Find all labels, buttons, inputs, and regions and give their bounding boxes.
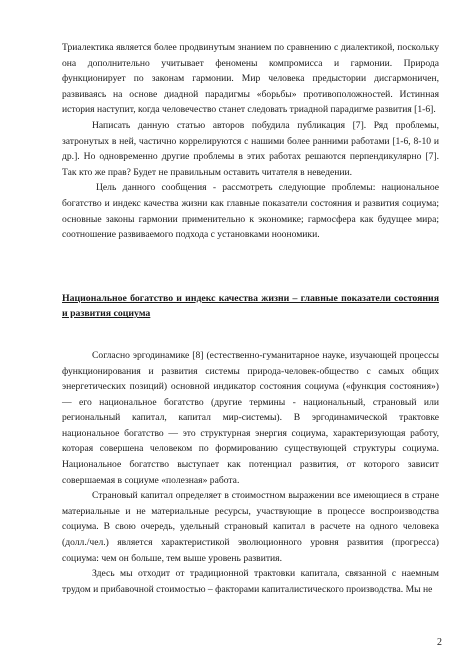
paragraph-goal: Цель данного сообщения - рассмотреть следующие проблемы: национальное богатство и индекс качества жизни как главные показатели состояния и развития социума; основные законы гармонии применительно к экономике; гармосфера как будущее мира; соотношение развиваемого подхода с установками ноономики. [62, 182, 439, 241]
spacer [62, 243, 439, 291]
paragraph-trialectics: Триалектика является более продвинутым знанием по сравнению с диалектикой, поскольку она дополнительно учитывает феномены компромисса и гармонии. Природа функционирует по законам гармонии. Мир человека предыстории дисгармоничен, развиваясь на основе диадной парадигмы «борьбы» противоположностей. Истинная история наступит, когда человечество станет следовать триадной парадигме развития [1-6]. [62, 42, 439, 116]
section-heading: Национальное богатство и индекс качества жизни – главные показатели состояния и развития социума [62, 292, 439, 320]
document-page [62, 40, 439, 597]
paragraph-country-capital: Страновый капитал определяет в стоимостном выражении все имеющиеся в стране материальные и не материальные ресурсы, участвующие в процессе воспроизводства социума. В свою очередь, удельный страновый капитал в расчете на одного человека (долл./чел.) является характеристикой эволюционного уровня развития (прогресса) социума: чем он больше, тем выше уровень развития. [62, 490, 439, 564]
paragraph-publication: Написать данную статью авторов побудила публикация [7]. Ряд проблемы, затронутых в ней, частично коррелируются с нашими более ранними работами [1-6, 8-10 и др.]. Но одновременно другие проблемы в этих работах решаются перпендикулярно [7]. Так кто же прав? Будет не правильным оставить читателя в неведении. [62, 119, 439, 178]
paragraph-traditional-capital: Здесь мы отходит от традиционной трактовки капитала, связанной с наемным трудом и прибавочной стоимостью – факторами капиталистического производства. Мы не [62, 568, 439, 595]
spacer [62, 322, 439, 348]
paragraph-ergodynamics: Согласно эргодинамике [8] (естественно-гуманитарное науке, изучающей процессы функционирования и развития системы природа-человек-общество с самых общих энергетических позиций) основной индикатор состояния социума («функция состояния») — его национальное богатство (другие термины - национальный, страновый или региональный капитал, капитал мир-системы). В эргодинамической трактовке национальное богатство — это структурная энергия социума, характеризующая работу, которая совершена человеком по формированию существующей структуры социума. Национальное богатство выступает как потенциал развития, от которого зависит совершаемая в социуме «полезная» работа. [62, 349, 439, 486]
page-number: 2 [437, 637, 442, 648]
